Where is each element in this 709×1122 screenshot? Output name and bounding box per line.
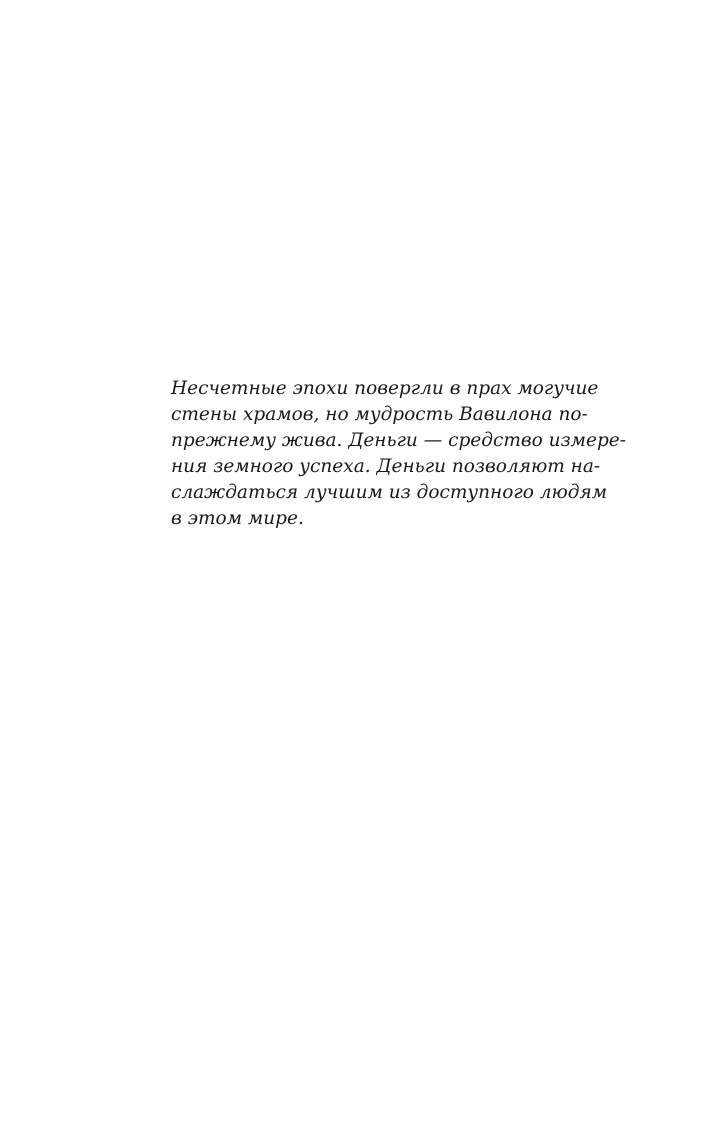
epigraph-line: в этом мире.: [171, 508, 304, 529]
epigraph-block: [171, 376, 626, 532]
epigraph-line: ния земного успеха. Деньги позволяют на-: [171, 456, 601, 477]
epigraph-line: прежнему жива. Деньги — средство измере-: [171, 430, 626, 451]
epigraph-line: слаждаться лучшим из доступного людям: [171, 482, 608, 503]
epigraph-line: Несчетные эпохи повергли в прах могучие: [171, 378, 599, 399]
epigraph-line: стены храмов, но мудрость Вавилона по-: [171, 404, 588, 425]
